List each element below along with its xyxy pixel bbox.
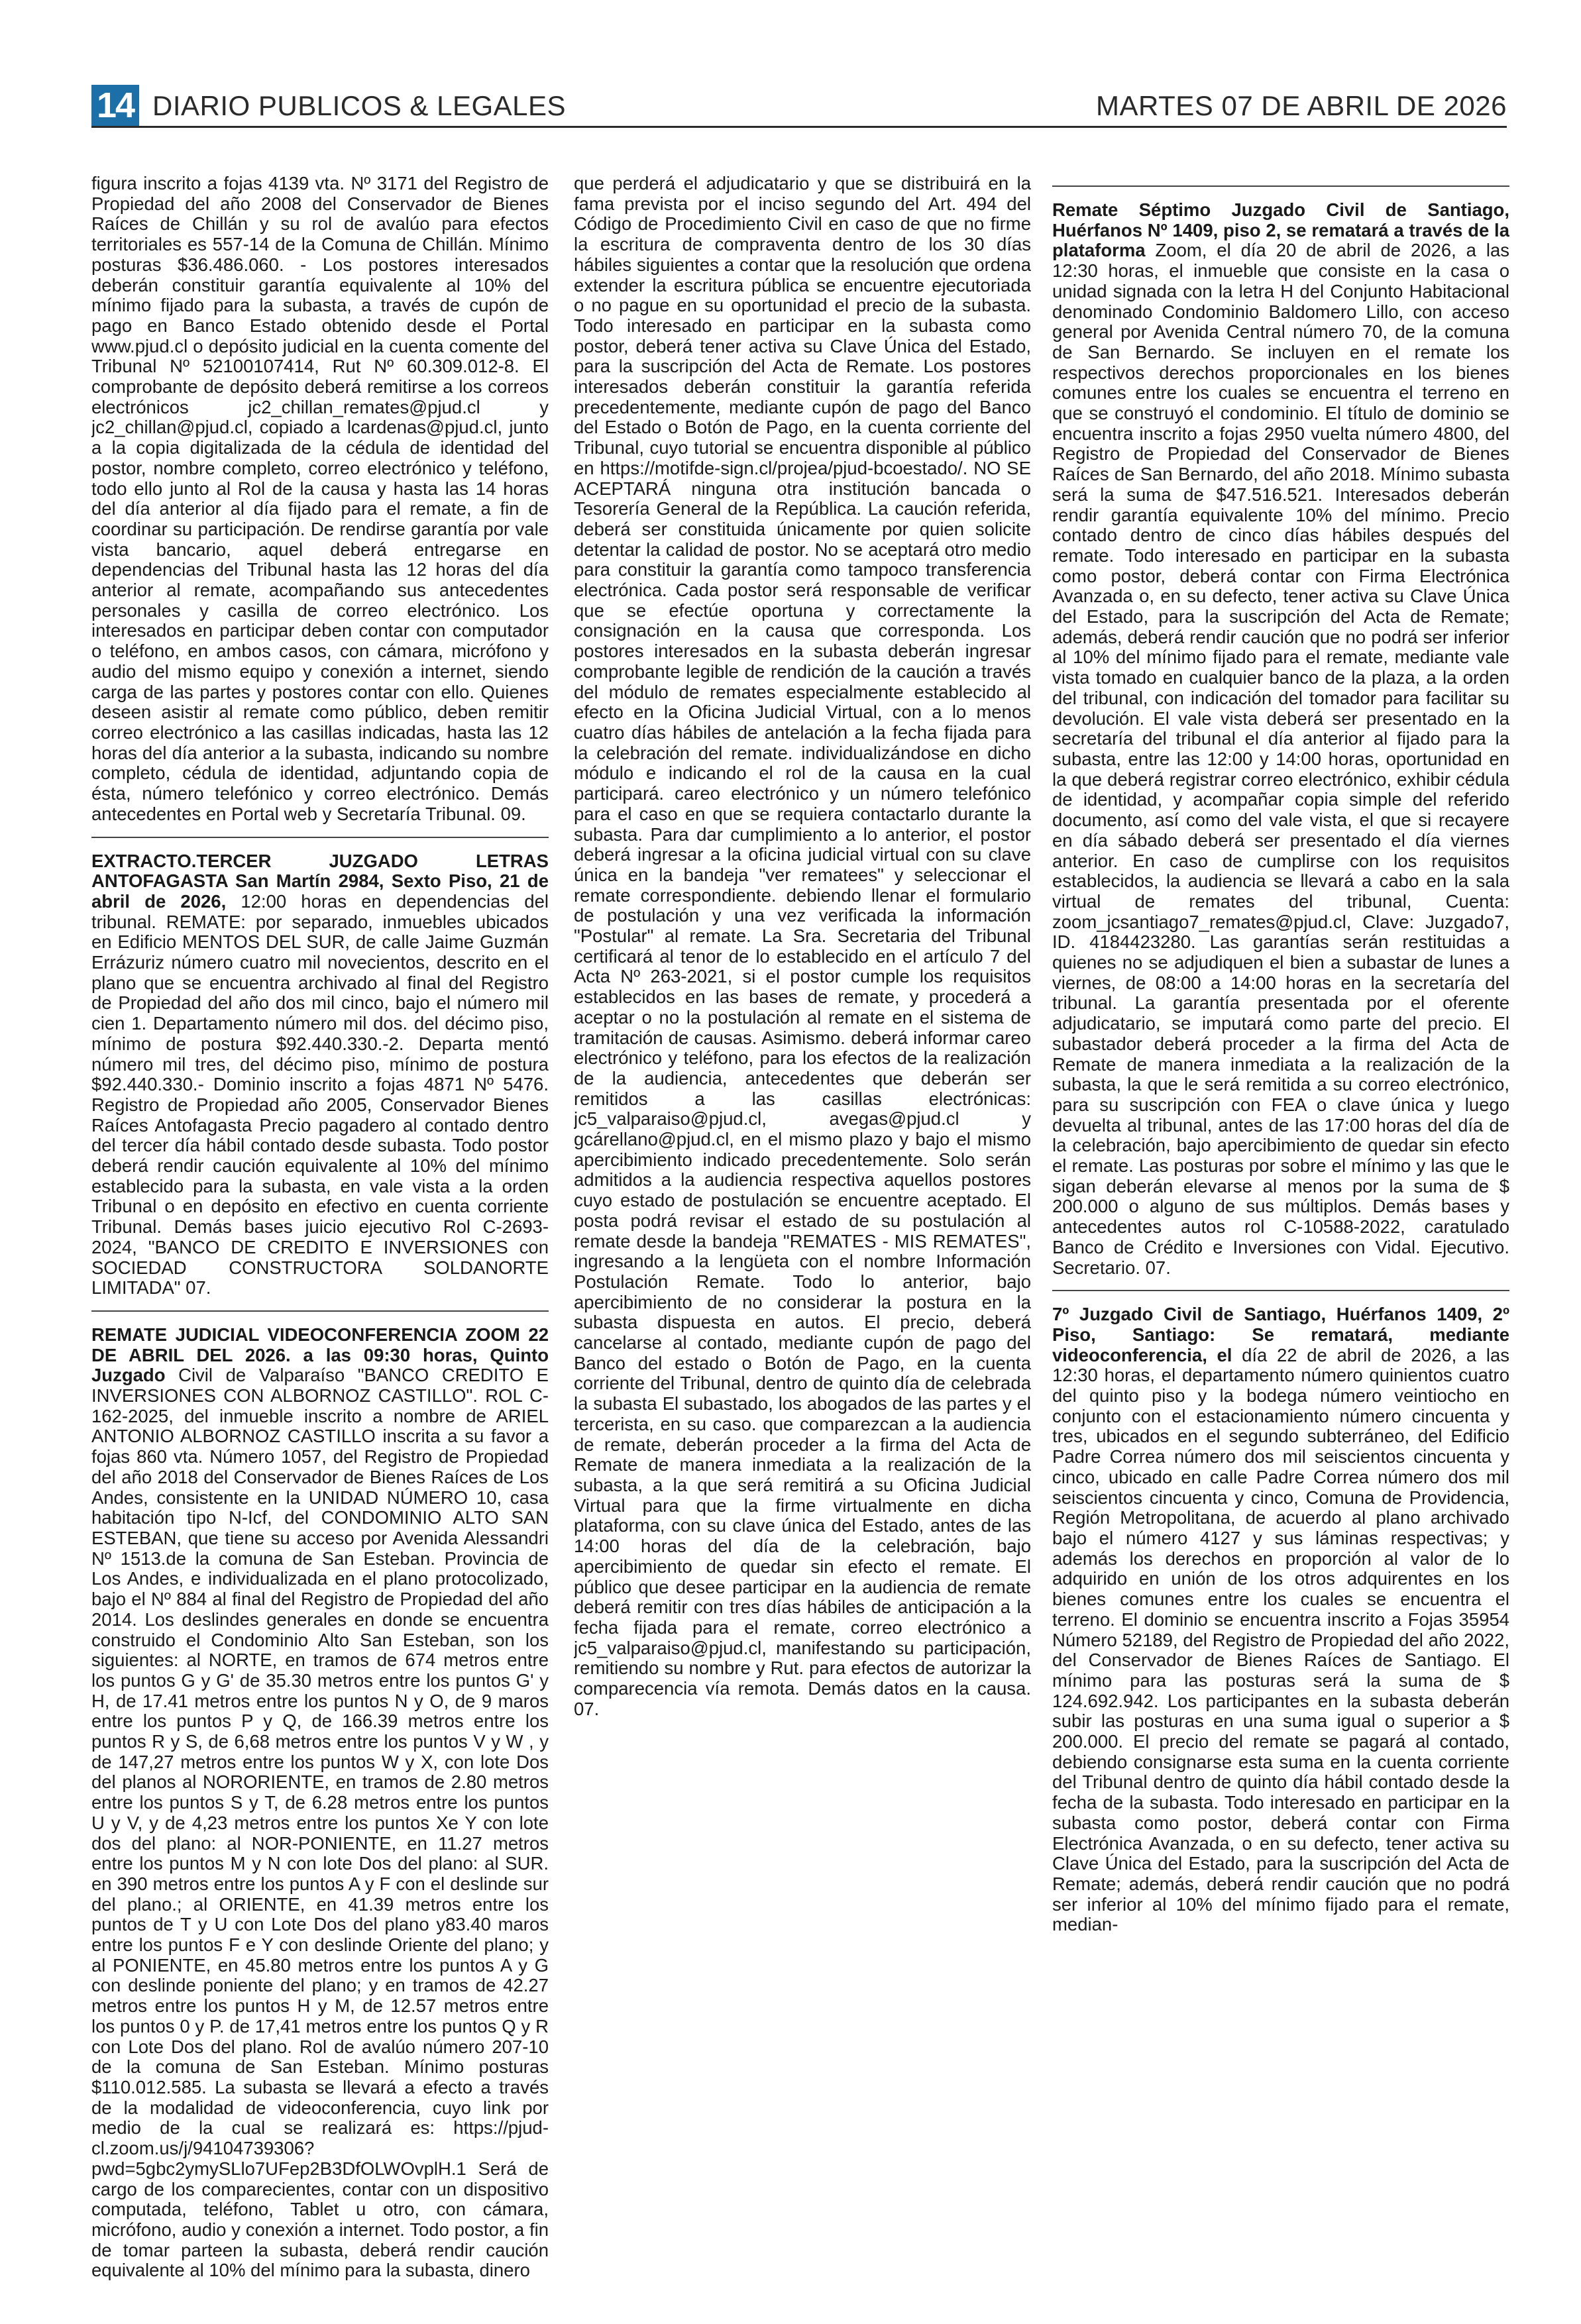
notice-divider: [91, 837, 549, 838]
notice-divider: [1052, 1290, 1509, 1291]
notice: [91, 1325, 549, 2281]
column-2: [574, 174, 1031, 2300]
section-title: DIARIO PUBLICOS & LEGALES: [152, 90, 567, 121]
notice-body: Civil de Valparaíso "BANCO CREDITO E INVERSIONES CON ALBORNOZ CASTILLO". ROL C-162-2025, del inmueble inscrito a nombre de ARIEL ANTONIO ALBORNOZ CASTILLO inscrita a su favor a fojas 860 vta. Número 1057, del Registro de Propiedad del año 2018 del Conservador de Bienes Raíces de Los Andes, consistente en la UNIDAD NÚMERO 10, casa habitación tipo N-Icf, del CONDOMINIO ALTO SAN ESTEBAN, que tiene su acceso por Avenida Alessandri Nº 1513.de la comuna de San Esteban. Provincia de Los Andes, e individualizada en el plano protocolizado, bajo el Nº 884 al final del Registro de Propiedad del año 2014. Los deslindes generales en donde se encuentra construido el Condominio Alto San Esteban, son los siguientes: al NORTE, en tramos de 674 metros entre los puntos G y G' de 35.30 metros entre los puntos G' y H, de 17.41 metros entre los puntos N y O, de 9 maros entre los puntos P y Q, de 166.39 metros entre los puntos R y S, de 6,68 metros entre los puntos V y W , y de 147,27 metros entre los puntos W y X, con lote Dos del planos al NORORIENTE, en tramos de 2.80 metros entre los puntos S y T, de 6.28 metros entre los puntos U y V, y de 4,23 metros entre los puntos Xe Y con lote dos del plano: al NOR-PONIENTE, en 11.27 metros entre los puntos M y N con lote Dos del plano: al SUR. en 390 metros entre los puntos A y F con el deslinde sur del plano.; al ORIENTE, en 41.39 metros entre los puntos de T y U con Lote Dos del plano y83.40 maros entre los puntos F e Y con deslinde Oriente del plano; y al PONIENTE, en 45.80 metros entre los puntos A y G con deslinde poniente del plano; y en tramos de 42.27 metros entre los puntos H y M, de 12.57 metros entre los puntos 0 y P. de 17,41 metros entre los puntos Q y R con Lote Dos del plano. Rol de avalúo número 207-10 de la comuna de San Esteban. Mínimo posturas $110.012.585. La subasta se llevará a efecto a través de la modalidad de videoconferencia, cuyo link por medio de la cual se realizará es: https://pjud-cl.zoom.us/j/94104739306?pwd=5gbc2ymySLlo7UFep2B3DfOLWOvplH.1 Será de cargo de los comparecientes, contar con un dispositivo computada, teléfono, Tablet u otro, con cámara, micrófono, audio y conexión a internet. Todo postor, a fin de tomar parteen la subasta, deberá rendir caución equivalente al 10% del mínimo para la subasta, dinero: [91, 1365, 549, 2281]
column-1: [91, 174, 549, 2300]
notice-body: que perderá el adjudicatario y que se distribuirá en la fama prevista por el inciso segundo del Art. 494 del Código de Procedimiento Civil en caso de que no firme la escritura de compraventa dentro de los 30 días hábiles siguientes a contar que la resolución que ordena extender la escritura pública se encuentre ejecutoriada o no pague en su oportunidad el precio de la subasta. Todo interesado en participar en la subasta como postor, deberá tener activa su Clave Única del Estado, para la suscripción del Acta de Remate. Los postores interesados deberán constituir la garantía referida precedentemente, mediante cupón de pago del Banco del Estado o Botón de Pago, en la cuenta corriente del Tribunal, cuyo tutorial se encuentra disponible al público en https://motifde-sign.cl/projea/pjud-bcoestado/. NO SE ACEPTARÁ ninguna otra institución bancada o Tesorería General de la República. La caución referida, deberá ser constituida únicamente por quien solicite detentar la calidad de postor. No se aceptará otro medio para constituir la garantía como tampoco transferencia electrónica. Cada postor será responsable de verificar que se efectúe oportuna y correctamente la consignación en la causa que corresponda. Los postores interesados en la subasta deberán ingresar comprobante legible de rendición de la caución a través del módulo de remates especialmente establecido al efecto en la Oficina Judicial Virtual, con a lo menos cuatro días hábiles de antelación a la fecha fijada para la celebración del remate. individualizándose en dicho módulo e indicando el rol de la causa en la cual participará. careo electrónico y un número telefónico para el caso en que se requiera contactarlo durante la subasta. Para dar cumplimiento a lo anterior, el postor deberá ingresar a la oficina judicial virtual con su clave única en la bandeja "ver rematees" y seleccionar el remate correspondiente. debiendo llenar el formulario de postulación y una vez verificada la información "Postular" al remate. La Sra. Secretaria del Tribunal certificará al tenor de lo establecido en el artículo 7 del Acta Nº 263-2021, si el postor cumple los requisitos establecidos en las bases de remate, y procederá a aceptar o no la postulación al remate en el sistema de tramitación de causas. Asimismo. deberá informar careo electrónico y teléfono, para los efectos de la realización de la audiencia, antecedentes que deberán ser remitidos a las casillas electrónicas: jc5_valparaiso@pjud.cl, avegas@pjud.cl y gcárellano@pjud.cl, en el mismo plazo y bajo el mismo apercibimiento indicado precedentemente. Solo serán admitidos a la audiencia respectiva aquellos postores cuyo estado de postulación se encuentre aceptado. El posta podrá revisar el estado de su postulación al remate desde la bandeja "REMATES - MIS REMATES", ingresando a la lengüeta con el nombre Información Postulación Remate. Todo lo anterior, bajo apercibimiento de no considerar la postura en la subasta dispuesta en autos. El precio, deberá cancelarse al contado, mediante cupón de pago del Banco del estado o Botón de Pago, en la cuenta corriente del Tribunal, dentro de quinto día de celebrada la subasta El subastado, los abogados de las partes y el tercerista, en su caso. que comparezcan a la audiencia de remate, deberán proceder a la firma del Acta de Remate de manera inmediata a la realización de la subasta, a la que será remitirá a su Oficina Judicial Virtual para que la firme virtualmente en dicha plataforma, con su clave única del Estado, antes de las 14:00 horas del día de la celebración, bajo apercibimiento de quedar sin efecto el remate. El público que desee participar en la audiencia de remate deberá remitir con tres días hábiles de anticipación a la fecha fijada para el remate, correo electrónico a jc5_valparaiso@pjud.cl, manifestando su participación, remitiendo su nombre y Rut. para efectos de autorizar la comparecencia vía remota. Demás datos en la causa. 07.: [574, 174, 1031, 1719]
notice-divider: [91, 1310, 549, 1312]
notice: [1052, 1304, 1509, 1935]
issue-date: MARTES 07 DE ABRIL DE 2026: [1096, 90, 1507, 121]
page-header: [91, 85, 1507, 128]
column-3: [1052, 174, 1509, 2300]
notice-lead: EXTRACTO.TERCER JUZGADO LETRAS ANTOFAGASTA San Martín 2984, Sexto Piso, 21 de abril de 2026,: [91, 850, 549, 912]
notice: [91, 851, 549, 1298]
notice-divider: [1052, 185, 1509, 187]
notice-lead: Remate Séptimo Juzgado Civil de Santiago, Huérfanos Nº 1409, piso 2, se rematará a través de la plataforma: [1052, 199, 1509, 261]
notice-body: día 22 de abril de 2026, a las 12:30 horas, el departamento número quinientos cuatro del quinto piso y la bodega número veintiocho en conjunto con el estacionamiento número cincuenta y tres, ubicados en el segundo subterráneo, del Edificio Padre Correa número dos mil seiscientos cincuenta y cinco, ubicado en calle Padre Correa número dos mil seiscientos cincuenta y cinco, Comuna de Providencia, Región Metropolitana, de acuerdo al plano archivado bajo el número 4127 y sus láminas respectivas; y además los derechos en proporción al valor de lo adquirido en unión de los otros adquirentes en los bienes comunes entre los cuales se encuentra el terreno. El dominio se encuentra inscrito a Fojas 35954 Número 52189, del Registro de Propiedad del año 2022, del Conservador de Bienes Raíces de Santiago. El mínimo para las posturas será la suma de $ 124.692.942. Los participantes en la subasta deberán subir las posturas en una suma igual o superior a $ 200.000. El precio del remate se pagará al contado, debiendo consignarse esta suma en la cuenta corriente del Tribunal dentro de quinto día hábil contado desde la fecha de la subasta. Todo interesado en participar en la subasta como postor, deberá contar con Firma Electrónica Avanzada, o en su defecto, tener activa su Clave Única del Estado, para la suscripción del Acta de Remate; además, deberá rendir caución que no podrá ser inferior al 10% del mínimo fijado para el remate, median-: [1052, 1344, 1509, 1935]
notice-body: Zoom, el día 20 de abril de 2026, a las 12:30 horas, el inmueble que consiste en la casa o unidad signada con la letra H del Conjunto Habitacional denominado Condominio Baldomero Lillo, con acceso general por Avenida Central número 70, de la comuna de San Bernardo. Se incluyen en el remate los respectivos derechos proporcionales en los bienes comunes entre los cuales se encuentra el terreno en que se construyó el condominio. El título de dominio se encuentra inscrito a fojas 2950 vuelta número 4800, del Registro de Propiedad del Conservador de Bienes Raíces de San Bernardo, del año 2018. Mínimo subasta será la suma de $47.516.521. Interesados deberán rendir garantía equivalente 10% del mínimo. Precio contado dentro de cinco días hábiles después del remate. Todo interesado en participar en la subasta como postor, deberá contar con Firma Electrónica Avanzada o, en su defecto, tener activa su Clave Única del Estado, para la suscripción del Acta de Remate; además, deberá rendir caución que no podrá ser inferior al 10% del mínimo fijado para el remate, mediante vale vista tomado en cualquier banco de la plaza, a la orden del tribunal, con indicación del tomador para facilitar su devolución. El vale vista deberá ser presentado en la secretaría del tribunal el día anterior al fijado para la subasta, entre las 12:00 y 14:00 horas, oportunidad en la que deberá registrar correo electrónico, exhibir cédula de identidad, y acompañar copia simple del referido documento, así como del vale vista, el que si recayere en día sábado deberá ser presentado el día viernes anterior. En caso de cumplirse con los requisitos establecidos, la audiencia se llevará a cabo en la sala virtual de remates del tribunal, Cuenta: zoom_jcsantiago7_remates@pjud.cl, Clave: Juzgado7, ID. 4184423280. Las garantías serán restituidas a quienes no se adjudiquen el bien a subastar de lunes a viernes, de 08:00 a 14:00 horas en la secretaría del tribunal. La garantía presentada por el oferente adjudicatario, se imputará como parte del precio. El subastador deberá proceder a la firma del Acta de Remate de manera inmediata a la realización de la subasta, la que le será remitida a su correo electrónico, para su suscripción con FEA o clave única y luego devuelta al tribunal, antes de las 17:00 horas del día de la celebración, bajo apercibimiento de quedar sin efecto el remate. Las posturas por sobre el mínimo y las que le sigan deberán elevarse al menos por la suma de $ 200.000 o alguno de sus múltiplos. Demás bases y antecedentes autos rol C-10588-2022, caratulado Banco de Crédito e Inversiones con Vidal. Ejecutivo. Secretario. 07.: [1052, 240, 1509, 1278]
notice-continuation: [91, 174, 549, 825]
notice-lead: 7º Juzgado Civil de Santiago, Huérfanos 1409, 2º Piso, Santiago: Se rematará, mediante videoconferencia, el: [1052, 1304, 1509, 1365]
notice-lead: REMATE JUDICIAL VIDEOCONFERENCIA ZOOM 22 DE ABRIL DEL 2026. a las 09:30 horas, Quinto Juzgado: [91, 1324, 549, 1386]
notice-body: figura inscrito a fojas 4139 vta. Nº 3171 del Registro de Propiedad del año 2008 del Conservador de Bienes Raíces de Chillán y su rol de avalúo para efectos territoriales es 557-14 de la Comuna de Chillán. Mínimo posturas $36.486.060. - Los postores interesados deberán constituir garantía equivalente al 10% del mínimo fijado para la subasta, a través de cupón de pago en Banco Estado obtenido desde el Portal www.pjud.cl o depósito judicial en la cuenta comente del Tribunal Nº 52100107414, Rut Nº 60.309.012-8. El comprobante de depósito deberá remitirse a los correos electrónicos jc2_chillan_remates@pjud.cl y jc2_chillan@pjud.cl, copiado a lcardenas@pjud.cl, junto a la copia digitalizada de la cédula de identidad del postor, nombre completo, correo electrónico y teléfono, todo ello junto al Rol de la causa y hasta las 14 horas del día anterior al día fijado para el remate, a fin de coordinar su participación. De rendirse garantía por vale vista bancario, aquel deberá entregarse en dependencias del Tribunal hasta las 12 horas del día anterior al remate, acompañando sus antecedentes personales y casilla de correo electrónico. Los interesados en participar deben contar con computador o teléfono, en ambos casos, con cámara, micrófono y audio del mismo equipo y conexión a internet, siendo carga de las partes y postores contar con ello. Quienes deseen asistir al remate como público, deben remitir correo electrónico a las casillas indicadas, hasta las 12 horas del día anterior a la subasta, indicando su nombre completo, cédula de identidad, adjuntando copia de ésta, número telefónico y correo electrónico. Demás antecedentes en Portal web y Secretaría Tribunal. 09.: [91, 174, 549, 824]
page-number: 14: [91, 85, 139, 126]
notice: [1052, 200, 1509, 1278]
notice-continuation: [574, 174, 1031, 1719]
notice-body: 12:00 horas en dependencias del tribunal. REMATE: por separado, inmuebles ubicados en Edificio MENTOS DEL SUR, de calle Jaime Guzmán Errázuriz número cuatro mil novecientos, descrito en el plano que se encuentra archivado al final del Registro de Propiedad del año dos mil cinco, bajo el número mil cien 1. Departamento número mil dos. del décimo piso, mínimo de postura $92.440.330.-2. Departa mentó número mil tres, del décimo piso, mínimo de postura $92.440.330.- Dominio inscrito a fojas 4871 Nº 5476. Registro de Propiedad año 2005, Conservador Bienes Raíces Antofagasta Precio pagadero al contado dentro del tercer día hábil contado desde subasta. Todo postor deberá rendir caución equivalente al 10% del mínimo establecido para la subasta, en vale vista a la orden Tribunal o en depósito en efectivo en cuenta corriente Tribunal. Demás bases juicio ejecutivo Rol C-2693-2024, "BANCO DE CREDITO E INVERSIONES con SOCIEDAD CONSTRUCTORA SOLDANORTE LIMITADA" 07.: [91, 890, 549, 1298]
